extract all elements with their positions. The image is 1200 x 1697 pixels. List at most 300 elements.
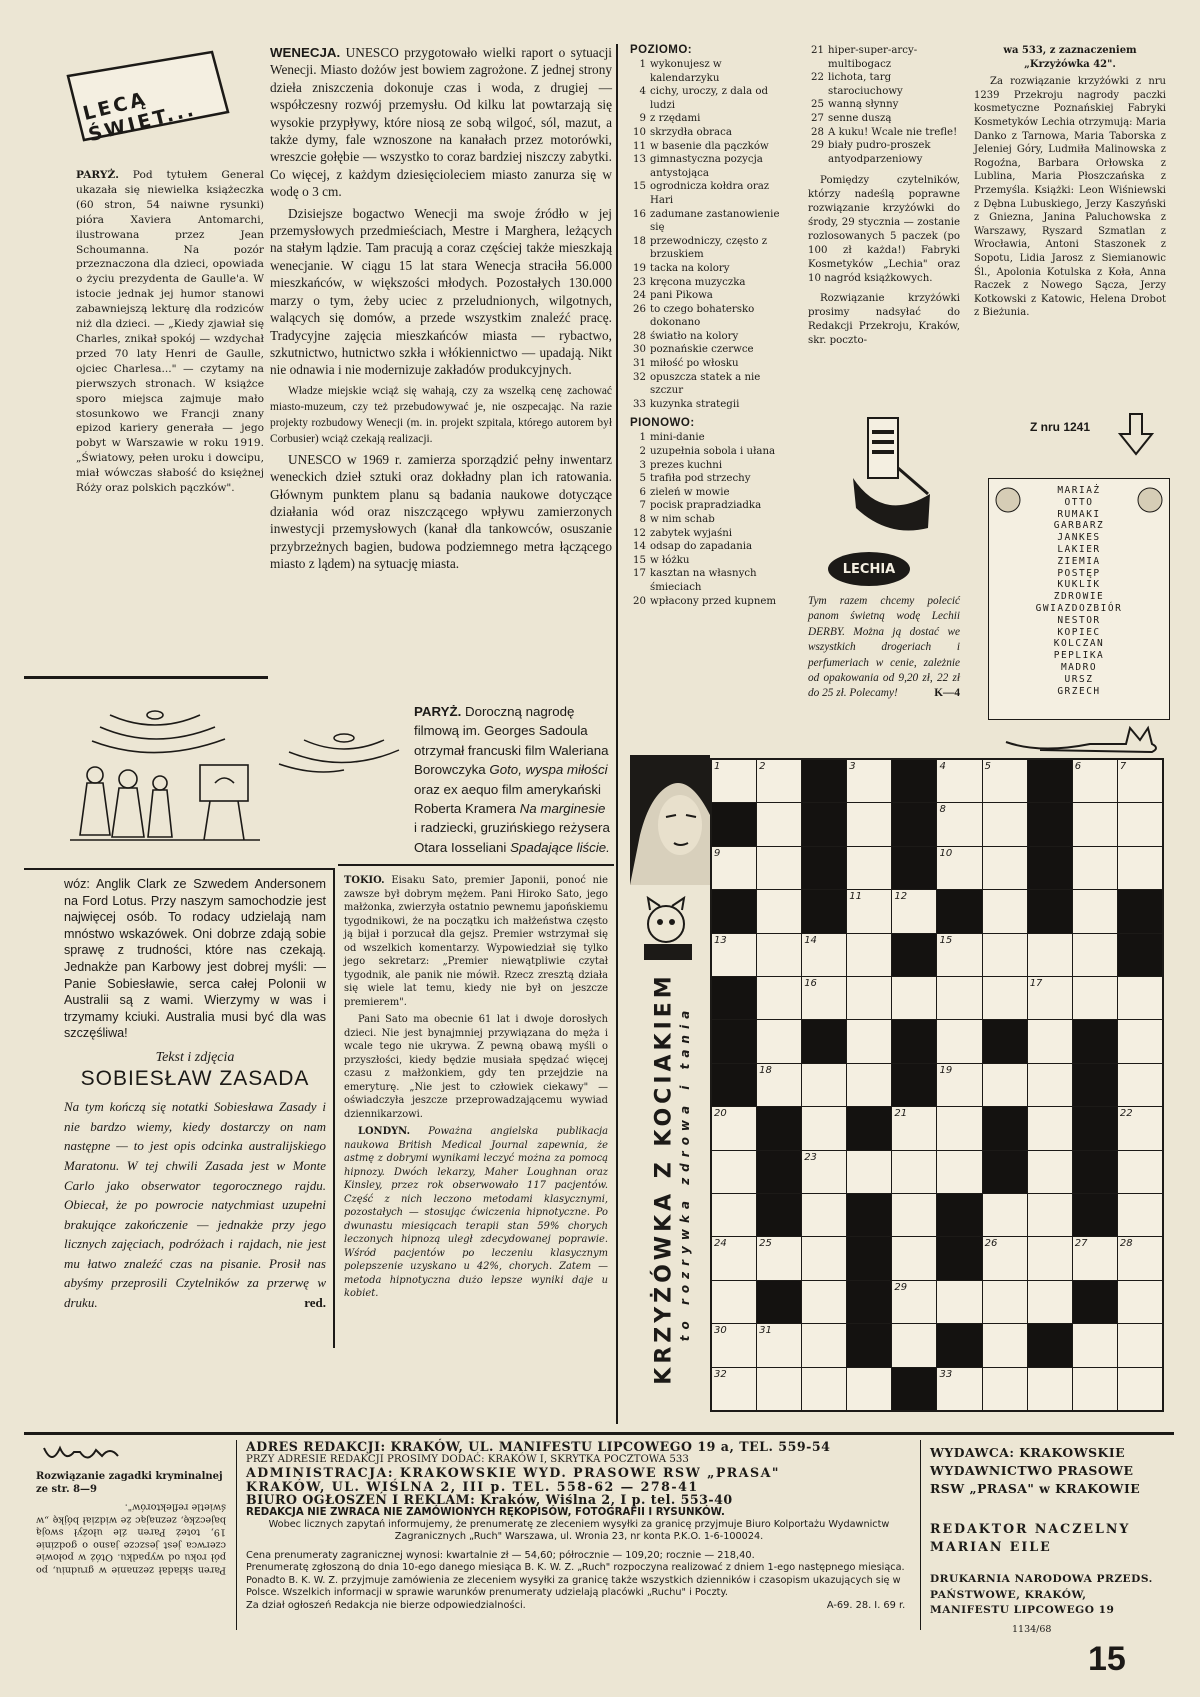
crossword-cell-number: 17 — [1029, 978, 1043, 989]
lechia-bottle-illustration — [848, 408, 938, 538]
ripple-illustration — [274, 710, 404, 780]
venice-p2: Dzisiejsze bogactwo Wenecji ma swoje źródło w jej przemysłowych przedmieściach, Mestre i Marghera, leżących na stałym lądzie. Tam pracują a coraz częściej także mieszkają wenecjanie. W ciągu 15 lat stara Wenecja straciła 56.000 mieszkańców, w większości młodych. Pozostałych 130.000 marzy o tym, żeby uciec z przeludnionych, wilgotnych, walących się domów, a przede wszystkim znaleźć pracę. Tradycyjne zajęcia mieszkańców miasta — rybactwo, szkutnictwo, hutnictwo szkła i włókiennictwo — upadają. Nikt nie odnawia i nie modernizuje zakładów produkcyjnych. — [270, 205, 612, 378]
venice-p1: UNESCO przygotowało wielki raport o sytuacji Wenecji. Miasto dożów jest bowiem zagrożone. Z jednej strony dzieła zniszczenia dokonuje czas i woda, z drugiej — współczesny rozwój przemysłu. Od kilku lat powtarzają się wysokie przypływy, które niosą ze sobą wilgoć, sól, mazut, a także dymy, fale wznoszone na kanałach przez motorówki, wreszcie gołębie — wszystko to coraz bardziej niszczy zabytki. Co więcej, z każdym dziesięcioleciem miasto zanurza się w wodę o 3 cm. — [270, 45, 612, 200]
clue-text: gimnastyczna pozycja antystojąca — [650, 154, 763, 179]
crossword-cell[interactable] — [802, 1064, 846, 1106]
crossword-cell-number: 13 — [714, 934, 727, 946]
clue-text: poznańskie czerwce — [650, 344, 754, 356]
crossword-cell[interactable] — [712, 1368, 756, 1410]
clue-number: 26 — [633, 303, 646, 315]
clue-number: 28 — [811, 126, 824, 138]
crossword-cell[interactable] — [712, 1281, 756, 1323]
crossword-cell[interactable] — [1028, 1237, 1072, 1279]
zasada-signoff: red. — [304, 1295, 326, 1311]
crossword-cell[interactable] — [1073, 934, 1117, 976]
clue-number: 32 — [633, 371, 646, 383]
crossword-block — [1028, 803, 1072, 845]
crossword-cell[interactable] — [1073, 1237, 1117, 1279]
crossword-cell[interactable] — [1028, 1194, 1072, 1236]
lechia-logo-text: LECHIA — [842, 561, 896, 577]
crossword-cell-number: 30 — [714, 1325, 727, 1337]
clue-text: cichy, uroczy, z dala od ludzi — [650, 86, 769, 111]
crossword-cell-number: 22 — [1119, 1108, 1133, 1120]
london-text: Poważna angielska publikacja naukowa British Medical Journal zapewnia, że astmę z dobrymi wynikami leczyć można za pomocą hipnozy. Dwóch lekarzy, Maher Loughnan oraz Kinsley, przez rok obserwowało 117 pacjentów. Część z nich leczono metodami klasycznymi, pozostałych — stosując ćwiczenia hipnotyczne. Po dwunastu miesiącach terapii stan 59% chorych leczonych hipnozą uległ zdecydowanej poprawie. Wśród pacjentów po leczeniu klasycznym polepszenie uzyskano u 42%, chorych. Zatem — metoda hipnotyczna dużo lepsze wyniki daje u kobiet. — [344, 1126, 608, 1299]
mini-word: ZDROWIE — [1053, 591, 1105, 603]
clue-text: senne duszą — [828, 112, 892, 124]
crossword-cell[interactable] — [1118, 760, 1162, 802]
crossword-block — [712, 803, 756, 845]
london-dateline: LONDYN. — [358, 1126, 411, 1137]
crossword-cell[interactable] — [1118, 1020, 1162, 1062]
across2-clue — [808, 126, 960, 140]
crossword-cell[interactable] — [802, 934, 846, 976]
crossword-cell[interactable] — [892, 890, 936, 932]
clue-text: pani Pikowa — [650, 290, 713, 302]
down-arrow-icon — [1118, 412, 1154, 456]
crossword-cell-number: 31 — [759, 1325, 772, 1337]
crossword-cell[interactable] — [892, 1324, 936, 1366]
across-clues — [630, 44, 790, 608]
crossword-cell[interactable] — [1028, 1281, 1072, 1323]
crossword-block — [712, 1064, 756, 1106]
crossword-cell[interactable] — [712, 1324, 756, 1366]
clue-number: 33 — [633, 398, 646, 410]
crossword-cell[interactable] — [983, 1324, 1027, 1366]
crossword-cell-number: 10 — [939, 847, 953, 859]
clue-text: odsap do zapadania — [650, 541, 753, 553]
mini-word: PEPLIKA — [1053, 650, 1105, 662]
crossword-cell[interactable] — [983, 1194, 1027, 1236]
crossword-cell[interactable] — [937, 1368, 981, 1410]
mini-word: POSTĘP — [1057, 567, 1101, 579]
crossword-cell[interactable] — [757, 1324, 801, 1366]
footer-left-rule — [236, 1440, 237, 1630]
crossword-block — [1073, 1281, 1117, 1323]
crossword-cell[interactable] — [1028, 1020, 1072, 1062]
clue-text: ogrodnicza kołdra oraz Hari — [650, 181, 770, 206]
crossword-cell[interactable] — [983, 847, 1027, 889]
down-clue — [630, 499, 790, 513]
crossword-cell[interactable] — [847, 1151, 891, 1193]
crossword-cell[interactable] — [937, 1064, 981, 1106]
tokio-text2: Pani Sato ma obecnie 61 lat i dwoje dorosłych dzieci. Nie jest bynajmniej przywiązana do męża i wcale tego nie ukrywa. Z pewną obawą myśli o przyszłości, kiedy będzie musiała spędzać więcej czasu z małżonkiem, gdy ten przejdzie na emeryturę. „Nie jest to człowiek ciekawy" — oświadczyła jeszcze przeprowadzającemu wywiad dziennikarzowi. — [344, 1014, 608, 1120]
tokio-text: Eisaku Sato, premier Japonii, ponoć nie zawsze był dobrym mężem. Pani Hiroko Sato, jego małżonka, zwierzyła ostatnio pewnemu japońskiemu tygodnikowi, że na początku ich małżeństwa często ją bijał i porzucał dla gejsz. Premier wstrzymał się od wszelkich komentarzy. Wypowiedział się tylko jego sekretarz: „Premier niewątpliwie czytał tygodnik, ale panik nie mówił. Rzecz zresztą działa się wiele lat temu, kiedy nie był on jeszcze premierem". — [344, 875, 609, 1008]
clue-text: lichota, targ starociuchowy — [828, 72, 903, 97]
crossword-cell[interactable] — [983, 977, 1027, 1019]
crossword-block — [892, 934, 936, 976]
across-clue — [630, 126, 790, 140]
results-column — [974, 44, 1166, 324]
crossword-cell[interactable] — [1028, 1064, 1072, 1106]
crossword-cell[interactable] — [847, 890, 891, 932]
crossword-block — [1073, 1020, 1117, 1062]
crossword-cell[interactable] — [937, 760, 981, 802]
down-clue — [630, 459, 790, 473]
mini-word: KOPIEC — [1057, 626, 1101, 638]
crossword-cell[interactable] — [757, 1020, 801, 1062]
crossword-block — [892, 1064, 936, 1106]
crossword-cell-number: 32 — [714, 1368, 727, 1380]
col1-rule — [24, 676, 268, 679]
crossword-cell[interactable] — [712, 1194, 756, 1236]
crossword-cell[interactable] — [983, 760, 1027, 802]
crossword-cell[interactable] — [712, 1237, 756, 1279]
clue-number: 14 — [633, 541, 646, 553]
paris2-e: i radziecki, gruzińskiego reżysera Otara Iosseliani — [414, 820, 610, 855]
crossword-cell[interactable] — [802, 1237, 846, 1279]
across2-clue — [808, 112, 960, 126]
zasada-note-text: Na tym kończą się notatki Sobiesława Zasady i nie bardzo wiemy, kiedy dostarczy on nam następne — to jest opis odcinka australijskiego Maratonu. W tej chwili Zasada jest w Monte Carlo jako obserwator tegorocznego rajdu. Obiecał, że po powrocie natychmiast uzupełni brakujące zakończenie — jednakże przy jego licznych zajęciach, podróżach i rajdach, nie jest mu łatwo znaleźć czas na pisanie. Prosił nas abyśmy przeprosili Czytelników za przerwę w druku. — [64, 1099, 326, 1311]
address-1: ADRES REDAKCJI: KRAKÓW, UL. MANIFESTU LIPCOWEGO 19 a, TEL. 559-54 — [246, 1439, 831, 1454]
clue-text: z rzędami — [650, 113, 701, 125]
results-text1: wa 533, z zaznaczeniem „Krzyżówka 42". — [1003, 45, 1137, 70]
crossword-cell-number: 11 — [849, 891, 863, 903]
clue-number: 12 — [633, 527, 646, 539]
across2-clue — [808, 98, 960, 112]
crossword-block — [1073, 1107, 1117, 1149]
venice-p3: Władze miejskie wciąż się wahają, czy za wszelką cenę zachować miasto-muzeum, czy też przebudowywać je, nie oszpecając. Na razie projekty rozbudowy Wenecji (m. in. projekt szpitala, którego autorem był Corbusier) wciąż czekają realizacji. — [270, 384, 612, 445]
clue-text: A kuku! Wcale nie trefle! — [828, 126, 958, 138]
crossword-cell[interactable] — [757, 1368, 801, 1410]
crossword-block — [757, 1107, 801, 1149]
crossword-cell[interactable] — [1028, 1151, 1072, 1193]
clue-number: 3 — [639, 459, 646, 471]
crossword-cell[interactable] — [712, 1107, 756, 1149]
paris-article — [76, 168, 264, 496]
down-clue — [630, 595, 790, 609]
clue-text: tacka na kolory — [650, 262, 730, 274]
crossword-cell[interactable] — [983, 890, 1027, 932]
ads-3: Wobec licznych zapytań informujemy, że prenumeratę ze zleceniem wysyłki za granicę przyjmuje Biuro Kolportażu Wydawnictw Zagranicznych „Ruch" Warszawa, ul. Wronia 23, nr konta P.K.O. 1-6-100024. — [268, 1519, 890, 1543]
across-clue — [630, 303, 790, 330]
clue-number: 2 — [639, 446, 646, 458]
clue-number: 29 — [811, 140, 824, 152]
crossword-cell[interactable] — [1118, 847, 1162, 889]
across-list — [630, 58, 790, 411]
crossword-cell[interactable] — [1118, 1324, 1162, 1366]
crossword-block — [712, 977, 756, 1019]
clue-text: kręcona muzyczka — [650, 276, 746, 288]
across-clue — [630, 289, 790, 303]
crossword-cell[interactable] — [712, 1151, 756, 1193]
across-clue — [630, 208, 790, 235]
prices-3: Za dział ogłoszeń Redakcja nie bierze odpowiedzialności. — [246, 1600, 526, 1612]
mini-word: RUMAKI — [1057, 508, 1101, 520]
crossword-cell[interactable] — [847, 760, 891, 802]
mini-word: JANKES — [1057, 532, 1101, 544]
crossword-cell[interactable] — [1073, 847, 1117, 889]
crossword-cell[interactable] — [847, 847, 891, 889]
zasada-note — [64, 1097, 326, 1313]
solution-upside-down: Paren składał zeznanie w grudniu, po pół roku od wypadku. Otóż w połowie czerwca jest jeszcze jasno o godzinie 19, toteż Paren źle ułożył swoją bajeczkę, zeznając że widział bójkę „w świetle reflektorów". — [36, 1501, 226, 1576]
crossword-block — [1118, 890, 1162, 932]
across-clue — [630, 140, 790, 154]
clue-number: 31 — [633, 358, 646, 370]
crossword-cell[interactable] — [712, 934, 756, 976]
crossword-cell[interactable] — [892, 1151, 936, 1193]
clue-number: 7 — [639, 500, 646, 512]
crossword-cell[interactable] — [847, 977, 891, 1019]
publisher: WYDAWCA: KRAKOWSKIE WYDAWNICTWO PRASOWE RSW „PRASA" w KRAKOWIE — [930, 1445, 1141, 1496]
down-clue — [630, 554, 790, 568]
mini-word: GARBARZ — [1053, 520, 1105, 532]
down-header: PIONOWO: — [630, 417, 695, 430]
crossword-cell[interactable] — [983, 1064, 1027, 1106]
crossword-cell[interactable] — [757, 803, 801, 845]
crossword-block — [1073, 1064, 1117, 1106]
across-clue — [630, 58, 790, 85]
crossword-block — [847, 1324, 891, 1366]
down-clue — [630, 540, 790, 554]
clue-number: 11 — [633, 140, 646, 152]
across-clue — [630, 330, 790, 344]
crossword-block — [1073, 1151, 1117, 1193]
across-clue — [630, 262, 790, 276]
clue-number: 1 — [639, 59, 646, 70]
crossword-cell[interactable] — [1118, 803, 1162, 845]
crossword-cell[interactable] — [983, 1237, 1027, 1279]
clue-number: 24 — [633, 290, 646, 302]
down-clue — [630, 513, 790, 527]
crossword-cell[interactable] — [1028, 934, 1072, 976]
across2-clue — [808, 71, 960, 98]
crossword-side-title — [640, 960, 677, 1400]
page-number: 15 — [1088, 1640, 1126, 1678]
crossword-cell[interactable] — [1073, 890, 1117, 932]
crossword-cell-number: 25 — [759, 1238, 772, 1250]
crossword-grid — [710, 758, 1164, 1412]
editorial-info — [246, 1440, 912, 1612]
crossword-cell[interactable] — [847, 1064, 891, 1106]
crossword-block — [1028, 760, 1072, 802]
down-clue — [630, 472, 790, 486]
mini-word: LAKIER — [1057, 543, 1101, 555]
clue-number: 6 — [639, 486, 646, 498]
crossword-cell[interactable] — [983, 803, 1027, 845]
crossword-block — [1028, 890, 1072, 932]
paris2-c: oraz ex aequo film amerykański Roberta Kramera — [414, 781, 601, 817]
crossword-block — [802, 803, 846, 845]
clue-text: uzupełnia sobola i ułana — [650, 446, 776, 458]
crossword-block — [983, 1020, 1027, 1062]
zasada-credit: Tekst i zdjęcia — [155, 1049, 235, 1065]
clue-number: 8 — [639, 514, 646, 525]
crossword-block — [712, 890, 756, 932]
clue-number: 28 — [633, 330, 646, 342]
signature-doodle-icon — [40, 1438, 130, 1468]
crossword-block — [802, 760, 846, 802]
crossword-cell[interactable] — [1028, 1368, 1072, 1410]
crossword-cell[interactable] — [983, 1368, 1027, 1410]
crossword-cell[interactable] — [1118, 977, 1162, 1019]
clue-number: 27 — [811, 112, 824, 124]
footer-code: A-69. 28. I. 69 r. — [826, 1600, 906, 1612]
paris2-b: Goto, wyspa miłości — [489, 762, 608, 778]
clue-text: miłość po włosku — [650, 358, 739, 370]
footer-right-rule — [920, 1440, 921, 1630]
crossword-side-subtitle-box — [672, 960, 698, 1400]
crossword-cell[interactable] — [802, 1151, 846, 1193]
clue-text: przewodniczy, często z brzuskiem — [650, 235, 768, 261]
mini-word: URSZ — [1064, 673, 1094, 685]
down-clue — [630, 445, 790, 459]
crossword-cell-number: 1 — [714, 761, 721, 772]
across2-clue — [808, 44, 960, 71]
crossword-block — [847, 1194, 891, 1236]
crossword-cell[interactable] — [757, 847, 801, 889]
zasada-text: wóz: Anglik Clark ze Szwedem Andersonem na Ford Lotus. Przy naszym samochodzie jest najwięcej osób. To rodacy udzielają nam mnóstwo wskazówek. Oni dobrze zdają sobie sprawę z trudności, które nas czekają. Jednakże pan Karbowy jest dobrej myśli: — Panie Sobiesławie, serca całej Polonii w Australii są z wami. Wierzymy w was i trzymamy kciuki. Australia musi być dla was szczęśliwa! — [64, 877, 326, 1041]
crossword-cell[interactable] — [712, 760, 756, 802]
crossword-cell[interactable] — [1028, 977, 1072, 1019]
crossword-cell[interactable] — [847, 1368, 891, 1410]
crossword-block — [937, 1194, 981, 1236]
crossword-cell[interactable] — [1118, 1194, 1162, 1236]
crossword-cell[interactable] — [937, 1281, 981, 1323]
crossword-cell[interactable] — [937, 847, 981, 889]
crossword-cell[interactable] — [892, 1281, 936, 1323]
crossword-cell[interactable] — [983, 1281, 1027, 1323]
crossword-cell[interactable] — [892, 1194, 936, 1236]
admin-1: ADMINISTRACJA: KRAKOWSKIE WYD. PRASOWE RSW „PRASA" — [246, 1465, 780, 1481]
across-clue — [630, 276, 790, 290]
paris2-a: Doroczną nagrodę filmową im. Georges Sadoula otrzymał francuski film Waleriana Borowczyka — [414, 704, 609, 778]
cartoon-illustration — [40, 695, 270, 845]
crossword-cell[interactable] — [1073, 1368, 1117, 1410]
lechia-logo — [828, 552, 910, 586]
across-clue — [630, 180, 790, 207]
crossword-subtitle: to rozrywka zdrowa i tania — [678, 1004, 692, 1342]
across-clue — [630, 112, 790, 126]
crossword-cell-number: 3 — [849, 761, 856, 772]
lechia-ad-sign: K—4 — [934, 687, 960, 700]
crossword-cell-number: 12 — [894, 891, 908, 903]
crossword-cell[interactable] — [802, 1194, 846, 1236]
crossword-cell[interactable] — [1073, 977, 1117, 1019]
crossword-cell[interactable] — [937, 803, 981, 845]
crossword-cell[interactable] — [1073, 1324, 1117, 1366]
header-box-label: LECĄ ŚWIET... — [80, 87, 199, 147]
mini-word: GRZECH — [1057, 685, 1101, 697]
paris2-dateline: PARYŻ. — [414, 704, 462, 719]
send-text: Rozwiązanie krzyżówki prosimy nadsyłać do Redakcji Przekroju, Kraków, skr. poczto- — [808, 293, 960, 347]
crossword-cell[interactable] — [937, 1107, 981, 1149]
crossword-block — [892, 1020, 936, 1062]
ads-2: REDAKCJA NIE ZWRACA NIE ZAMÓWIONYCH RĘKOPISÓW, FOTOGRAFII I RYSUNKÓW. — [246, 1507, 725, 1519]
address-2: PRZY ADRESIE REDAKCJI PROSIMY DODAĆ: KRAKÓW I, SKRYTKA POCZTOWA 533 — [246, 1454, 689, 1466]
contest-text: Pomiędzy czytelników, którzy nadeślą poprawne rozwiązanie krzyżówki do środy, 29 stycznia — zostanie rozlosowanych 5 paczek (po 100 zł każda!) Fabryki Kosmetyków „Lechia" oraz 10 nagród książkowych. — [808, 175, 960, 285]
venice-article — [270, 44, 612, 577]
woman-photo-icon — [630, 755, 710, 885]
crossword-block — [892, 847, 936, 889]
crossword-cell[interactable] — [757, 934, 801, 976]
crossword-cell[interactable] — [892, 1107, 936, 1149]
crossword-cell[interactable] — [802, 1368, 846, 1410]
crossword-cell[interactable] — [757, 890, 801, 932]
crossword-cell[interactable] — [757, 760, 801, 802]
crossword-block — [983, 1107, 1027, 1149]
crossword-cell[interactable] — [1028, 1107, 1072, 1149]
crossword-cell[interactable] — [847, 1020, 891, 1062]
across-clues-2 — [808, 44, 960, 348]
clue-number: 19 — [633, 262, 646, 274]
lechia-ad — [808, 594, 960, 702]
crossword-cell[interactable] — [757, 1237, 801, 1279]
crossword-block — [892, 1368, 936, 1410]
printer-code: 1134/68 — [1012, 1624, 1052, 1635]
clue-text: w łóżku — [650, 554, 690, 566]
across-clue — [630, 357, 790, 371]
clue-number: 30 — [633, 344, 646, 356]
crossword-cell[interactable] — [1118, 1107, 1162, 1149]
crossword-cell[interactable] — [1118, 1281, 1162, 1323]
across-header: POZIOMO: — [630, 44, 693, 56]
crossword-block — [847, 1107, 891, 1149]
crossword-cell[interactable] — [983, 934, 1027, 976]
clue-number: 18 — [633, 235, 646, 247]
crossword-block — [757, 1151, 801, 1193]
mini-word: KUKLIK — [1057, 579, 1101, 591]
crossword-cell[interactable] — [1118, 1151, 1162, 1193]
crossword-cell[interactable] — [937, 934, 981, 976]
across-clue — [630, 343, 790, 357]
crossword-cell[interactable] — [937, 1151, 981, 1193]
paris2-f: Spadające liście. — [510, 839, 610, 855]
crossword-cell[interactable] — [802, 977, 846, 1019]
crossword-cell-number: 26 — [984, 1238, 998, 1250]
crossword-cell[interactable] — [802, 1324, 846, 1366]
crossword-cell-number: 5 — [984, 761, 991, 772]
clue-number: 16 — [633, 208, 646, 220]
clue-text: światło na kolory — [650, 330, 739, 342]
crossword-cell[interactable] — [892, 1237, 936, 1279]
crossword-block — [937, 890, 981, 932]
admin-2: KRAKÓW, UL. WIŚLNA 2, III p. TEL. 558-62 — 278-41 — [246, 1478, 699, 1494]
crossword-cell[interactable] — [757, 977, 801, 1019]
crossword-cell[interactable] — [847, 803, 891, 845]
paris2-article — [414, 702, 612, 857]
crossword-cell[interactable] — [802, 1107, 846, 1149]
across2-list — [808, 44, 960, 166]
crossword-cell[interactable] — [712, 847, 756, 889]
crossword-cell[interactable] — [937, 977, 981, 1019]
crossword-cell[interactable] — [1118, 1237, 1162, 1279]
crossword-cell[interactable] — [1118, 1064, 1162, 1106]
crossword-cell[interactable] — [892, 977, 936, 1019]
clue-number: 15 — [633, 181, 646, 193]
paris-text: Pod tytułem General ukazała się niewielka książeczka (60 stron, 54 naiwne rysunki) pióra Xaviera Antomarchi, ilustrowana przez Jean Schoumanna. Na pozór przeznaczona dla dzieci, opowiada o życiu prezydenta de Gaulle'a. W istocie jednak jej humor stanowi zabawniejszą lekturę dla rodziców niż dla dzieci. — „Kiedy zjawiał się Charles, znikał spokój — wzdychał przed 70 laty Henri de Gaulle, ojciec Charlesa..." — czytamy na pierwszych stronach. W książce sporo miejsca zajmuje mało stosunkowo we Francji znany epizod kariery generała — jego pobyt w Warszawie w roku 1919. „Światowy, pełen uroku i dowcipu, miał wówczas słabość do księżnej Róży oraz polskich pączków". — [76, 169, 264, 495]
crossword-cell[interactable] — [937, 1020, 981, 1062]
crossword-cell[interactable] — [1073, 803, 1117, 845]
crossword-cell[interactable] — [802, 1281, 846, 1323]
clue-number: 20 — [633, 595, 646, 607]
crossword-cell[interactable] — [757, 1064, 801, 1106]
mini-word: MARIAŻ — [1057, 485, 1101, 496]
crossword-cell-number: 8 — [939, 804, 946, 816]
tokio-dateline: TOKIO. — [344, 875, 385, 886]
across-clue — [630, 398, 790, 412]
clue-number: 1 — [639, 432, 646, 444]
printer: DRUKARNIA NARODOWA PRZEDS. PAŃSTWOWE, KRAKÓW, MANIFESTU LIPCOWEGO 19 — [930, 1573, 1153, 1617]
crossword-cell[interactable] — [1118, 1368, 1162, 1410]
zasada-top-rule — [24, 868, 334, 870]
crossword-cell[interactable] — [1073, 760, 1117, 802]
crossword-cell[interactable] — [847, 934, 891, 976]
venice-p4: UNESCO w 1969 r. zamierza sporządzić pełny inwentarz weneckich dzieł sztuki oraz dokładny plan ich ratowania. Głównym punktem planu są badania naukowe dotyczące działania wód oraz niszczącego wpływu zamierzonych inwestycji przemysłowych (kanał dla tankowców, osuszanie przybrzeżnych bagien, budowa podziemnego metra łączącego miasto z lądem) na sytuację miasta. — [270, 451, 612, 572]
tokio-top-rule — [338, 864, 614, 866]
mini-word: NESTOR — [1057, 614, 1101, 626]
crossword-cell-number: 19 — [939, 1064, 953, 1076]
clue-text: prezes kuchni — [650, 459, 723, 471]
